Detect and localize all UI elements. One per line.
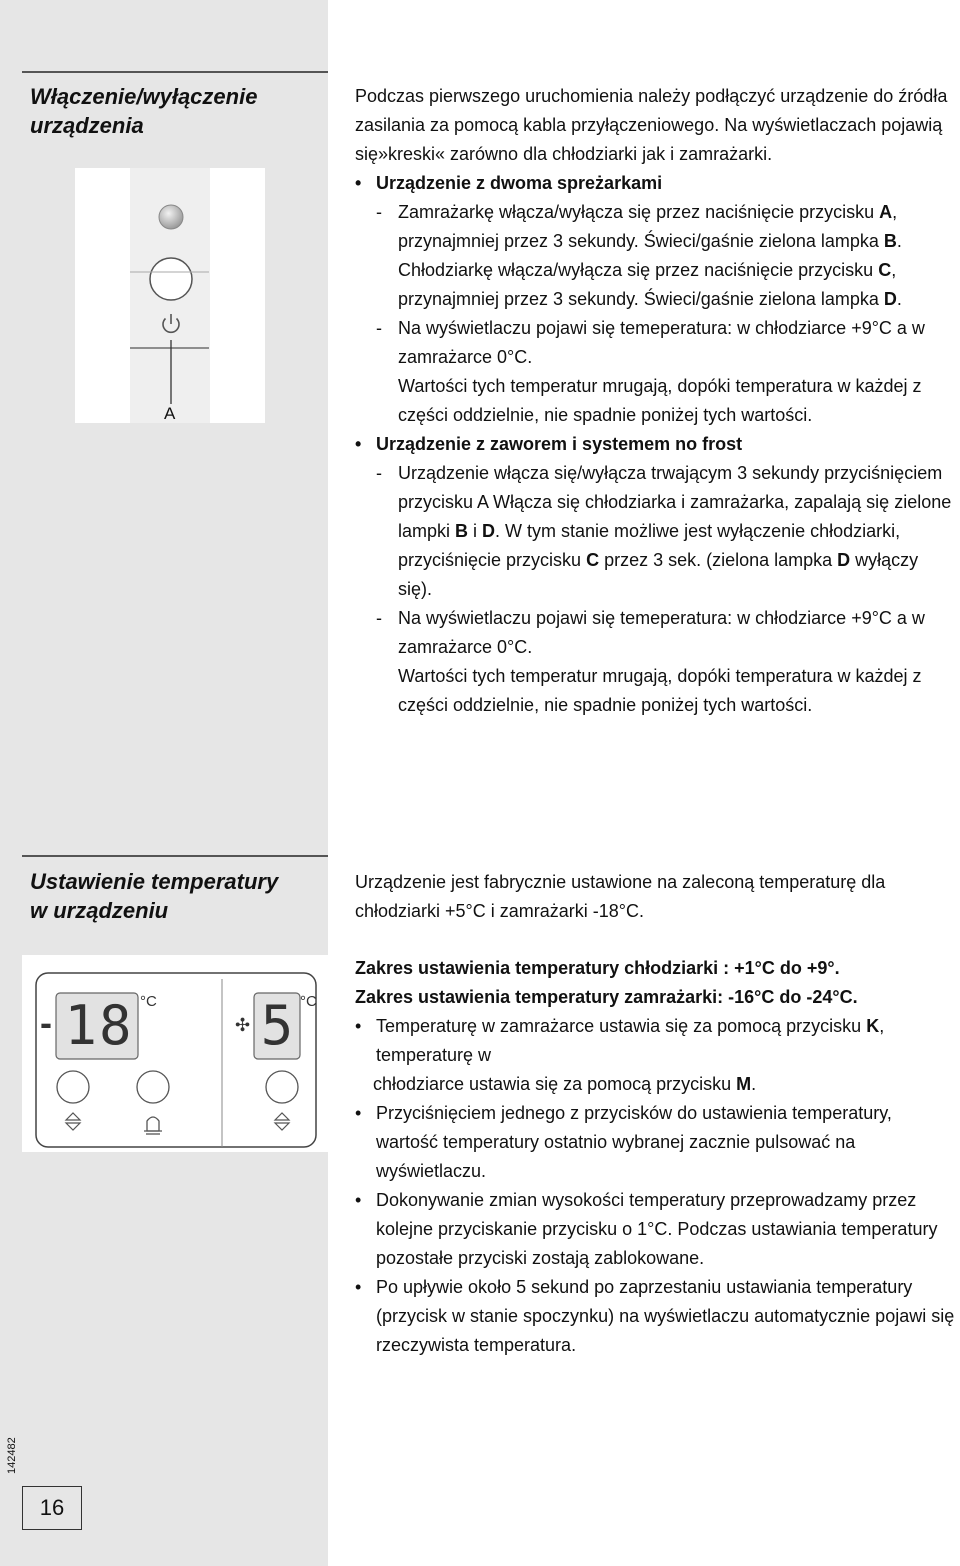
heading-line: urządzenia — [30, 113, 144, 138]
key-label: B — [455, 521, 469, 541]
key-label: B — [883, 231, 897, 251]
freezer-range: Zakres ustawienia temperatury zamrażarki: -16°C do -24°C. — [355, 987, 858, 1007]
power-panel-figure — [75, 168, 265, 423]
alarm-button — [137, 1071, 169, 1103]
text-run: . — [896, 289, 902, 309]
text-run: Urządzenie włącza się/wyłącza trwającym 3 sekundy przyciśnięciem przycisku A Włącza się chłodziarka i zamrażarka, zapalają się zielone lampki — [398, 463, 952, 541]
dash-item — [355, 459, 955, 604]
temperature-display-figure — [22, 955, 328, 1152]
note: Wartości tych temperatur mrugają, dopóki temperatura w każdej z części oddzielnie, nie spadnie poniżej tych wartości. — [398, 666, 922, 715]
freezer-temperature-value: 18 — [64, 994, 134, 1057]
key-label: C — [586, 550, 600, 570]
bullet-item — [355, 1273, 955, 1360]
variant-title: Urządzenie z zaworem i systemem no frost — [376, 434, 743, 454]
key-label: A — [879, 202, 893, 222]
heading-line: w urządzeniu — [30, 898, 169, 923]
bullet-mark: • — [355, 434, 362, 454]
bullet-item — [355, 1012, 955, 1070]
fridge-range: Zakres ustawienia temperatury chłodziarki : +1°C do +9°. — [355, 958, 840, 978]
note: Wartości tych temperatur mrugają, dopóki temperatura w każdej z części oddzielnie, nie spadnie poniżej tych wartości. — [398, 376, 922, 425]
bullet-continuation — [355, 1070, 955, 1099]
key-label: D — [482, 521, 496, 541]
text-run: Zamrażarkę włącza/wyłącza się przez naciśnięcie przycisku — [398, 202, 880, 222]
bullet-item — [355, 1186, 955, 1273]
text-run: , temperaturę w — [376, 1016, 885, 1065]
dash-item — [355, 604, 955, 662]
power-button — [150, 258, 192, 300]
text-run: . — [751, 1074, 757, 1094]
page-number: 16 — [22, 1486, 82, 1530]
text-run: wyłączy się). — [398, 550, 919, 599]
text-run: Na wyświetlaczu pojawi się temeperatura: w chłodziarce +9°C a w zamrażarce 0°C. — [398, 318, 925, 367]
freezer-unit: °C — [140, 993, 157, 1010]
fridge-temperature-value: 5 — [260, 994, 294, 1057]
text-run: Temperaturę w zamrażarce ustawia się za pomocą przycisku — [376, 1016, 867, 1036]
dash-item — [355, 314, 955, 372]
text-run: . Chłodziarkę włącza/wyłącza się przez naciśnięcie przycisku — [398, 231, 902, 280]
section-heading-temperature — [30, 867, 278, 925]
text-run: , przynajmniej przez 3 sekundy. Świeci/gaśnie zielona lampka — [398, 202, 898, 251]
bullet-mark: • — [355, 1103, 362, 1123]
key-label: D — [883, 289, 897, 309]
dash-mark: - — [376, 318, 382, 338]
text-run: i — [468, 521, 483, 541]
bullet-mark: • — [355, 1277, 362, 1297]
text-run: Przyciśnięciem jednego z przycisków do ustawienia temperatury, wartość temperatury ostatnio wybranej zacznie pulsować na wyświetlaczu. — [376, 1103, 892, 1181]
temperature-intro: Urządzenie jest fabrycznie ustawione na zaleconą temperaturę dla chłodziarki +5°C i zamrażarki -18°C. — [355, 872, 886, 921]
fan-icon: ✣ — [235, 1015, 251, 1035]
text-run: , przynajmniej przez 3 sekundy. Świeci/gaśnie zielona lampka — [398, 260, 897, 309]
key-label: D — [837, 550, 851, 570]
dash-item — [355, 198, 955, 314]
dash-mark: - — [376, 608, 382, 628]
key-label: K — [866, 1016, 880, 1036]
bullet-mark: • — [355, 173, 362, 193]
freezer-button — [57, 1071, 89, 1103]
text-run: Po upływie około 5 sekund po zaprzestaniu ustawiania temperatury (przycisk w stanie spoczynku) na wyświetlaczu automatycznie pojawi się rzeczywista temperatura. — [376, 1277, 955, 1355]
power-icon — [163, 314, 179, 332]
text-run: chłodziarce ustawia się za pomocą przycisku — [373, 1074, 737, 1094]
figure-label-a: A — [164, 404, 176, 423]
heading-line: Włączenie/wyłączenie — [30, 84, 258, 109]
fridge-button — [266, 1071, 298, 1103]
freezer-sign: - — [40, 1002, 52, 1043]
heading-line: Ustawienie temperatury — [30, 869, 279, 894]
indicator-lamp — [159, 205, 183, 229]
power-intro: Podczas pierwszego uruchomienia należy podłączyć urządzenie do źródła zasilania za pomocą kabla przyłączeniowego. Na wyświetlaczach pojawią się»kreski« zarówno dla chłodziarki jak i zamrażarki. — [355, 86, 948, 164]
power-panel-drawing — [75, 168, 265, 423]
temperature-details — [355, 954, 955, 1360]
text-run: przez 3 sek. (zielona lampka — [599, 550, 838, 570]
section-heading-power — [30, 82, 257, 140]
section-divider — [22, 71, 328, 73]
dash-mark: - — [376, 202, 382, 222]
section-divider — [22, 855, 328, 857]
power-content — [355, 82, 955, 720]
text-run: . W tym stanie możliwe jest wyłączenie chłodziarki, przyciśnięcie przycisku — [398, 521, 901, 570]
text-run: Na wyświetlaczu pojawi się temeperatura: w chłodziarce +9°C a w zamrażarce 0°C. — [398, 608, 925, 657]
key-label: C — [878, 260, 892, 280]
key-label: M — [736, 1074, 752, 1094]
dash-mark: - — [376, 463, 382, 483]
document-code: 142482 — [6, 1437, 18, 1474]
bullet-item — [355, 1099, 955, 1186]
bullet-mark: • — [355, 1016, 362, 1036]
variant-title: Urządzenie z dwoma spreżarkami — [376, 173, 663, 193]
fridge-unit: °C — [300, 993, 317, 1010]
text-run: Dokonywanie zmian wysokości temperatury przeprowadzamy przez kolejne przyciskanie przycisku o 1°C. Podczas ustawiania temperatury pozostałe przyciski zostają zablokowane. — [376, 1190, 938, 1268]
bullet-item — [355, 430, 955, 459]
bullet-item — [355, 169, 955, 198]
bullet-mark: • — [355, 1190, 362, 1210]
